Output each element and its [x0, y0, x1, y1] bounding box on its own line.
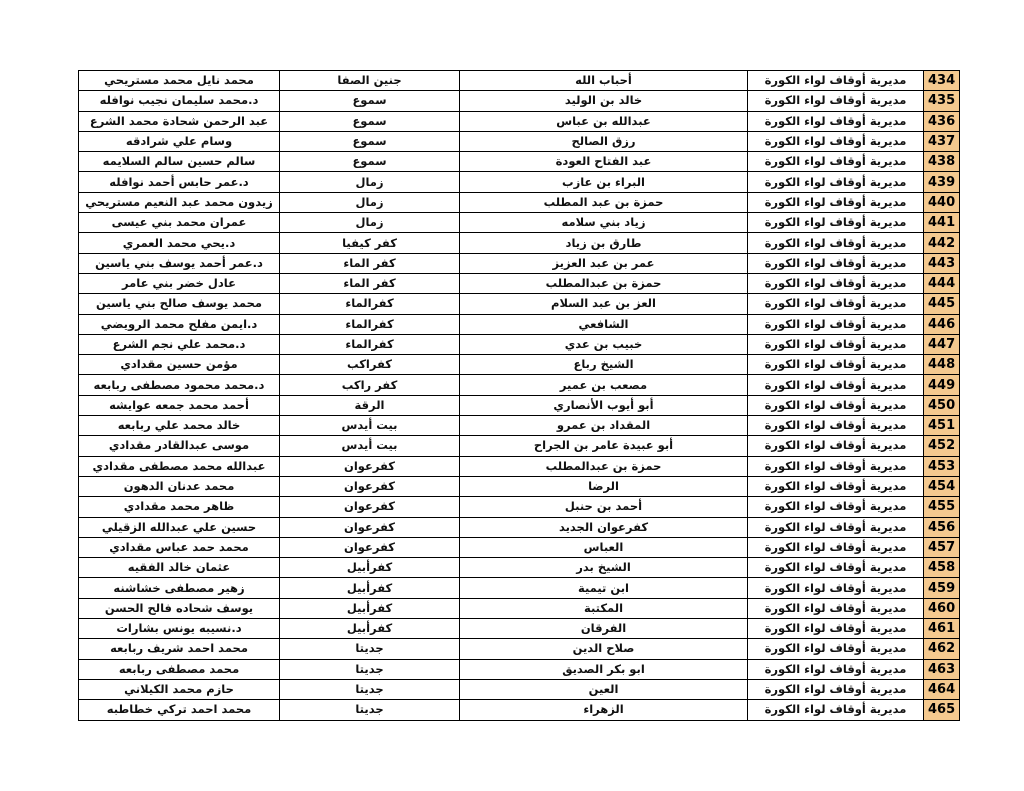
imam-name-cell: د.ايمن مفلح محمد الرويضي: [79, 314, 280, 334]
table-row: [79, 497, 960, 517]
table-row: [79, 314, 960, 334]
row-number-cell: 456: [924, 517, 960, 537]
imam-name-cell: عثمان خالد الفقيه: [79, 558, 280, 578]
directorate-cell: مديرية أوقاف لواء الكورة: [748, 395, 924, 415]
table-row: [79, 273, 960, 293]
row-number-cell: 447: [924, 334, 960, 354]
row-number-cell: 464: [924, 679, 960, 699]
mosque-name-cell: الشيخ رباع: [460, 355, 748, 375]
mosque-name-cell: حمزة بن عبد المطلب: [460, 192, 748, 212]
imam-name-cell: أحمد محمد جمعه عوايشه: [79, 395, 280, 415]
mosque-name-cell: حمزة بن عبدالمطلب: [460, 456, 748, 476]
mosque-name-cell: البراء بن عازب: [460, 172, 748, 192]
row-number-cell: 459: [924, 578, 960, 598]
imam-name-cell: مؤمن حسين مقدادي: [79, 355, 280, 375]
mosque-name-cell: عبد الفتاح العودة: [460, 152, 748, 172]
row-number-cell: 438: [924, 152, 960, 172]
row-number-cell: 461: [924, 619, 960, 639]
imam-name-cell: حازم محمد الكيلاني: [79, 679, 280, 699]
row-number-cell: 449: [924, 375, 960, 395]
row-number-cell: 463: [924, 659, 960, 679]
directorate-cell: مديرية أوقاف لواء الكورة: [748, 253, 924, 273]
area-cell: سموع: [280, 131, 460, 151]
area-cell: بيت أيدس: [280, 436, 460, 456]
area-cell: كفر الماء: [280, 253, 460, 273]
row-number-cell: 450: [924, 395, 960, 415]
mosque-name-cell: خالد بن الوليد: [460, 91, 748, 111]
row-number-cell: 455: [924, 497, 960, 517]
directorate-cell: مديرية أوقاف لواء الكورة: [748, 558, 924, 578]
imam-name-cell: د.محمد سليمان نجيب نوافله: [79, 91, 280, 111]
table-row: [79, 172, 960, 192]
mosque-name-cell: الزهراء: [460, 700, 748, 720]
imam-name-cell: محمد احمد تركي خطاطبه: [79, 700, 280, 720]
table-row: [79, 213, 960, 233]
directorate-cell: مديرية أوقاف لواء الكورة: [748, 619, 924, 639]
table-row: [79, 334, 960, 354]
table-row: [79, 91, 960, 111]
directorate-cell: مديرية أوقاف لواء الكورة: [748, 334, 924, 354]
mosque-name-cell: عبدالله بن عباس: [460, 111, 748, 131]
directorate-cell: مديرية أوقاف لواء الكورة: [748, 294, 924, 314]
directorate-cell: مديرية أوقاف لواء الكورة: [748, 192, 924, 212]
table-row: [79, 375, 960, 395]
directorate-cell: مديرية أوقاف لواء الكورة: [748, 273, 924, 293]
table-row: [79, 659, 960, 679]
table-row: [79, 131, 960, 151]
area-cell: زمال: [280, 213, 460, 233]
area-cell: كفرعوان: [280, 497, 460, 517]
directorate-cell: مديرية أوقاف لواء الكورة: [748, 456, 924, 476]
directorate-cell: مديرية أوقاف لواء الكورة: [748, 679, 924, 699]
directorate-cell: مديرية أوقاف لواء الكورة: [748, 91, 924, 111]
table-row: [79, 619, 960, 639]
row-number-cell: 441: [924, 213, 960, 233]
row-number-cell: 448: [924, 355, 960, 375]
records-table: [78, 70, 960, 721]
mosque-name-cell: كفرعوان الجديد: [460, 517, 748, 537]
imam-name-cell: سالم حسين سالم السلايمه: [79, 152, 280, 172]
area-cell: سموع: [280, 111, 460, 131]
area-cell: سموع: [280, 152, 460, 172]
directorate-cell: مديرية أوقاف لواء الكورة: [748, 537, 924, 557]
area-cell: كفرأبيل: [280, 619, 460, 639]
mosque-name-cell: العز بن عبد السلام: [460, 294, 748, 314]
directorate-cell: مديرية أوقاف لواء الكورة: [748, 71, 924, 91]
directorate-cell: مديرية أوقاف لواء الكورة: [748, 497, 924, 517]
area-cell: الرقة: [280, 395, 460, 415]
row-number-cell: 435: [924, 91, 960, 111]
area-cell: زمال: [280, 172, 460, 192]
area-cell: سموع: [280, 91, 460, 111]
imam-name-cell: د.يحي محمد العمري: [79, 233, 280, 253]
records-sheet: [78, 70, 959, 721]
directorate-cell: مديرية أوقاف لواء الكورة: [748, 111, 924, 131]
directorate-cell: مديرية أوقاف لواء الكورة: [748, 233, 924, 253]
mosque-name-cell: حمزة بن عبدالمطلب: [460, 273, 748, 293]
mosque-name-cell: الشافعي: [460, 314, 748, 334]
imam-name-cell: محمد احمد شريف ربابعه: [79, 639, 280, 659]
row-number-cell: 437: [924, 131, 960, 151]
area-cell: كفرالماء: [280, 314, 460, 334]
directorate-cell: مديرية أوقاف لواء الكورة: [748, 598, 924, 618]
area-cell: كفرالماء: [280, 334, 460, 354]
imam-name-cell: محمد مصطفى ربابعه: [79, 659, 280, 679]
area-cell: جديتا: [280, 639, 460, 659]
table-row: [79, 416, 960, 436]
row-number-cell: 451: [924, 416, 960, 436]
directorate-cell: مديرية أوقاف لواء الكورة: [748, 517, 924, 537]
mosque-name-cell: أبو عبيدة عامر بن الجراح: [460, 436, 748, 456]
mosque-name-cell: زياد بني سلامه: [460, 213, 748, 233]
row-number-cell: 445: [924, 294, 960, 314]
table-row: [79, 598, 960, 618]
directorate-cell: مديرية أوقاف لواء الكورة: [748, 700, 924, 720]
table-row: [79, 578, 960, 598]
row-number-cell: 454: [924, 476, 960, 496]
imam-name-cell: عادل خضر بني عامر: [79, 273, 280, 293]
area-cell: كفر كيفيا: [280, 233, 460, 253]
directorate-cell: مديرية أوقاف لواء الكورة: [748, 639, 924, 659]
table-row: [79, 152, 960, 172]
table-row: [79, 639, 960, 659]
table-row: [79, 679, 960, 699]
imam-name-cell: عمران محمد بني عيسى: [79, 213, 280, 233]
mosque-name-cell: خبيب بن عدي: [460, 334, 748, 354]
area-cell: كفرأبيل: [280, 558, 460, 578]
directorate-cell: مديرية أوقاف لواء الكورة: [748, 172, 924, 192]
mosque-name-cell: المكتبة: [460, 598, 748, 618]
row-number-cell: 465: [924, 700, 960, 720]
imam-name-cell: د.عمر أحمد يوسف بني ياسين: [79, 253, 280, 273]
imam-name-cell: موسى عبدالقادر مقدادي: [79, 436, 280, 456]
row-number-cell: 446: [924, 314, 960, 334]
imam-name-cell: محمد نايل محمد مستريحي: [79, 71, 280, 91]
area-cell: كفرعوان: [280, 537, 460, 557]
area-cell: كفرالماء: [280, 294, 460, 314]
imam-name-cell: وسام علي شرادقه: [79, 131, 280, 151]
area-cell: كفر راكب: [280, 375, 460, 395]
table-row: [79, 355, 960, 375]
imam-name-cell: عبدالله محمد مصطفى مقدادي: [79, 456, 280, 476]
row-number-cell: 444: [924, 273, 960, 293]
row-number-cell: 460: [924, 598, 960, 618]
imam-name-cell: د.محمد محمود مصطفى ربابعه: [79, 375, 280, 395]
mosque-name-cell: أحباب الله: [460, 71, 748, 91]
directorate-cell: مديرية أوقاف لواء الكورة: [748, 355, 924, 375]
mosque-name-cell: طارق بن زياد: [460, 233, 748, 253]
directorate-cell: مديرية أوقاف لواء الكورة: [748, 152, 924, 172]
imam-name-cell: محمد عدنان الدهون: [79, 476, 280, 496]
mosque-name-cell: عمر بن عبد العزيز: [460, 253, 748, 273]
area-cell: كفرعوان: [280, 456, 460, 476]
imam-name-cell: د.نسيبه يونس بشارات: [79, 619, 280, 639]
mosque-name-cell: أحمد بن حنبل: [460, 497, 748, 517]
mosque-name-cell: الشيخ بدر: [460, 558, 748, 578]
records-table-body: [79, 71, 960, 721]
row-number-cell: 453: [924, 456, 960, 476]
table-row: [79, 700, 960, 720]
imam-name-cell: د.عمر حابس أحمد نوافله: [79, 172, 280, 192]
imam-name-cell: محمد حمد عباس مقدادي: [79, 537, 280, 557]
mosque-name-cell: أبو أيوب الأنصاري: [460, 395, 748, 415]
table-row: [79, 233, 960, 253]
area-cell: كفرعوان: [280, 476, 460, 496]
directorate-cell: مديرية أوقاف لواء الكورة: [748, 314, 924, 334]
mosque-name-cell: صلاح الدين: [460, 639, 748, 659]
mosque-name-cell: العباس: [460, 537, 748, 557]
row-number-cell: 436: [924, 111, 960, 131]
table-row: [79, 456, 960, 476]
table-row: [79, 476, 960, 496]
mosque-name-cell: ابو بكر الصديق: [460, 659, 748, 679]
area-cell: كفر الماء: [280, 273, 460, 293]
directorate-cell: مديرية أوقاف لواء الكورة: [748, 436, 924, 456]
table-row: [79, 253, 960, 273]
imam-name-cell: محمد يوسف صالح بني ياسين: [79, 294, 280, 314]
directorate-cell: مديرية أوقاف لواء الكورة: [748, 476, 924, 496]
mosque-name-cell: رزق الصالح: [460, 131, 748, 151]
imam-name-cell: حسين علي عبدالله الزقيلي: [79, 517, 280, 537]
table-row: [79, 395, 960, 415]
table-row: [79, 558, 960, 578]
area-cell: كفراكب: [280, 355, 460, 375]
row-number-cell: 442: [924, 233, 960, 253]
row-number-cell: 443: [924, 253, 960, 273]
row-number-cell: 457: [924, 537, 960, 557]
row-number-cell: 458: [924, 558, 960, 578]
table-row: [79, 111, 960, 131]
row-number-cell: 439: [924, 172, 960, 192]
directorate-cell: مديرية أوقاف لواء الكورة: [748, 578, 924, 598]
imam-name-cell: د.محمد علي نجم الشرع: [79, 334, 280, 354]
row-number-cell: 452: [924, 436, 960, 456]
imam-name-cell: زيدون محمد عبد النعيم مستريحي: [79, 192, 280, 212]
directorate-cell: مديرية أوقاف لواء الكورة: [748, 659, 924, 679]
area-cell: جديتا: [280, 679, 460, 699]
directorate-cell: مديرية أوقاف لواء الكورة: [748, 131, 924, 151]
mosque-name-cell: الفرقان: [460, 619, 748, 639]
imam-name-cell: زهير مصطفى خشاشنه: [79, 578, 280, 598]
area-cell: جديتا: [280, 659, 460, 679]
imam-name-cell: عبد الرحمن شحادة محمد الشرع: [79, 111, 280, 131]
table-row: [79, 294, 960, 314]
table-row: [79, 517, 960, 537]
mosque-name-cell: ابن تيمية: [460, 578, 748, 598]
mosque-name-cell: الرضا: [460, 476, 748, 496]
area-cell: بيت أيدس: [280, 416, 460, 436]
mosque-name-cell: مصعب بن عمير: [460, 375, 748, 395]
area-cell: كفرعوان: [280, 517, 460, 537]
area-cell: كفرأبيل: [280, 598, 460, 618]
imam-name-cell: ظاهر محمد مقدادي: [79, 497, 280, 517]
area-cell: كفرأبيل: [280, 578, 460, 598]
area-cell: جديتا: [280, 700, 460, 720]
area-cell: زمال: [280, 192, 460, 212]
imam-name-cell: يوسف شحاده فالح الحسن: [79, 598, 280, 618]
row-number-cell: 440: [924, 192, 960, 212]
table-row: [79, 537, 960, 557]
table-row: [79, 436, 960, 456]
row-number-cell: 434: [924, 71, 960, 91]
row-number-cell: 462: [924, 639, 960, 659]
imam-name-cell: خالد محمد علي ربابعه: [79, 416, 280, 436]
mosque-name-cell: المقداد بن عمرو: [460, 416, 748, 436]
directorate-cell: مديرية أوقاف لواء الكورة: [748, 416, 924, 436]
mosque-name-cell: العين: [460, 679, 748, 699]
table-row: [79, 192, 960, 212]
table-row: [79, 71, 960, 91]
directorate-cell: مديرية أوقاف لواء الكورة: [748, 213, 924, 233]
directorate-cell: مديرية أوقاف لواء الكورة: [748, 375, 924, 395]
area-cell: جنين الصفا: [280, 71, 460, 91]
